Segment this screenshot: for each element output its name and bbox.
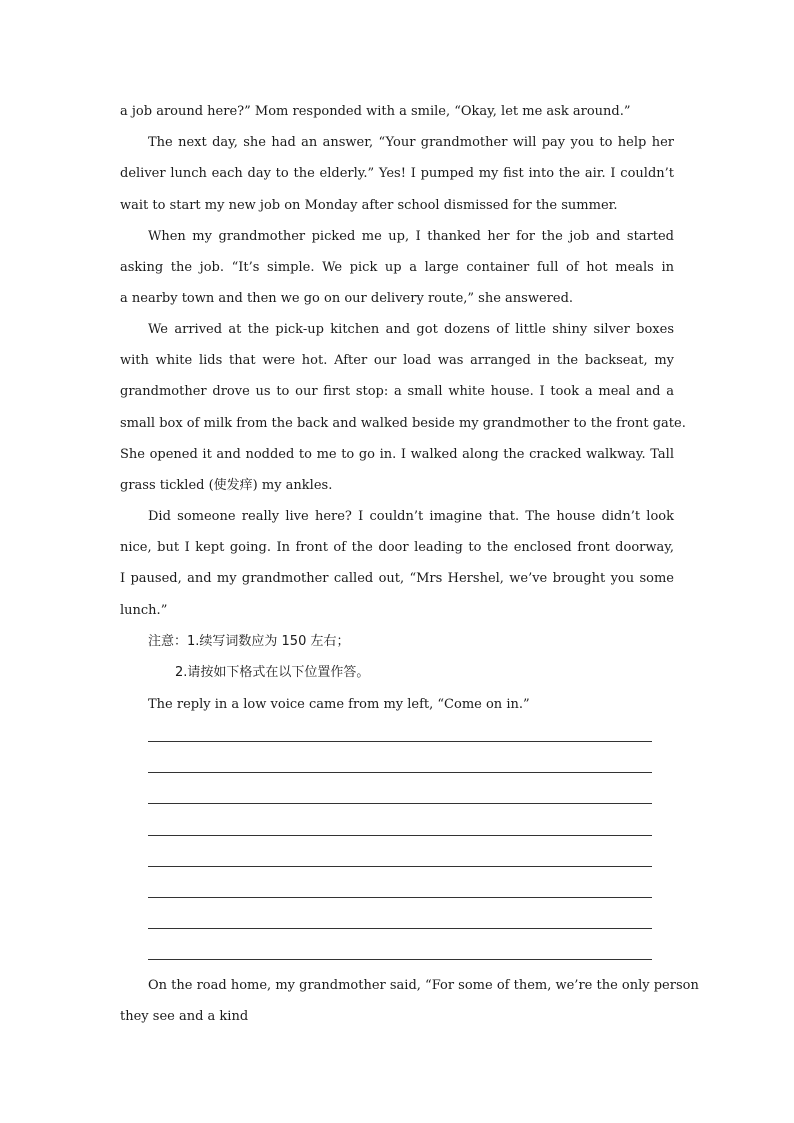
text-line: wait to start my new job on Monday after school dismissed for the summer. [120,197,618,213]
answer-line[interactable] [148,928,652,959]
instructions-note [120,626,674,688]
text-line: When my grandmother picked me up, I thanked her for the job and started [148,229,674,244]
paragraph-4 [120,314,686,501]
text-line: deliver lunch each day to the elderly.” Yes! I pumped my fist into the air. I couldn’t [120,166,674,182]
prompt-sentence: The reply in a low voice came from my left, “Come on in.” [148,697,530,712]
text-line: asking the job. “It’s simple. We pick up a large container full of hot meals in [120,260,674,276]
answer-lines [148,741,652,991]
text-line: I paused, and my grandmother called out, “Mrs Hershel, we’ve brought you some [120,571,674,587]
paragraph-3 [120,221,674,315]
text-line: She opened it and nodded to me to go in. I walked along the cracked walkway. Tall [120,446,674,462]
text-line: We arrived at the pick-up kitchen and got dozens of little shiny silver boxes [148,322,674,337]
prompt-sentence: they see and a kind [120,1009,249,1025]
prompt-paragraph-2 [120,970,699,1032]
text-line: The next day, she had an answer, “Your grandmother will pay you to help her [148,135,674,151]
text-line: a job around here?” Mom responded with a smile, “Okay, let me ask around.” [120,104,631,119]
answer-line[interactable] [148,772,652,803]
answer-line[interactable] [148,897,652,928]
text-line: grass tickled (使发痒) my ankles. [120,477,333,493]
prompt-paragraph-1 [120,689,674,720]
answer-line[interactable] [148,741,652,772]
note-line-1: 注意：1.续写词数应为 150 左右； [148,634,350,649]
prompt-sentence: On the road home, my grandmother said, “For some of them, we’re the only person [148,978,699,993]
answer-line[interactable] [148,835,652,866]
text-line: nice, but I kept going. In front of the door leading to the enclosed front doorway, [120,540,674,556]
text-line: a nearby town and then we go on our delivery route,” she answered. [120,291,574,307]
text-line: Did someone really live here? I couldn’t imagine that. The house didn’t look [148,509,674,524]
answer-line[interactable] [148,803,652,834]
text-line: lunch.” [120,602,168,618]
text-line: with white lids that were hot. After our load was arranged in the backseat, my [120,353,674,369]
paragraph-1 [120,96,674,127]
answer-line[interactable] [148,866,652,897]
paragraph-2 [120,127,674,221]
paragraph-5 [120,501,674,626]
note-line-2: 2.请按如下格式在以下位置作答。 [175,665,370,681]
text-line: grandmother drove us to our first stop: a small white house. I took a meal and a [120,384,674,400]
text-line: small box of milk from the back and walked beside my grandmother to the front gate. [120,415,686,431]
